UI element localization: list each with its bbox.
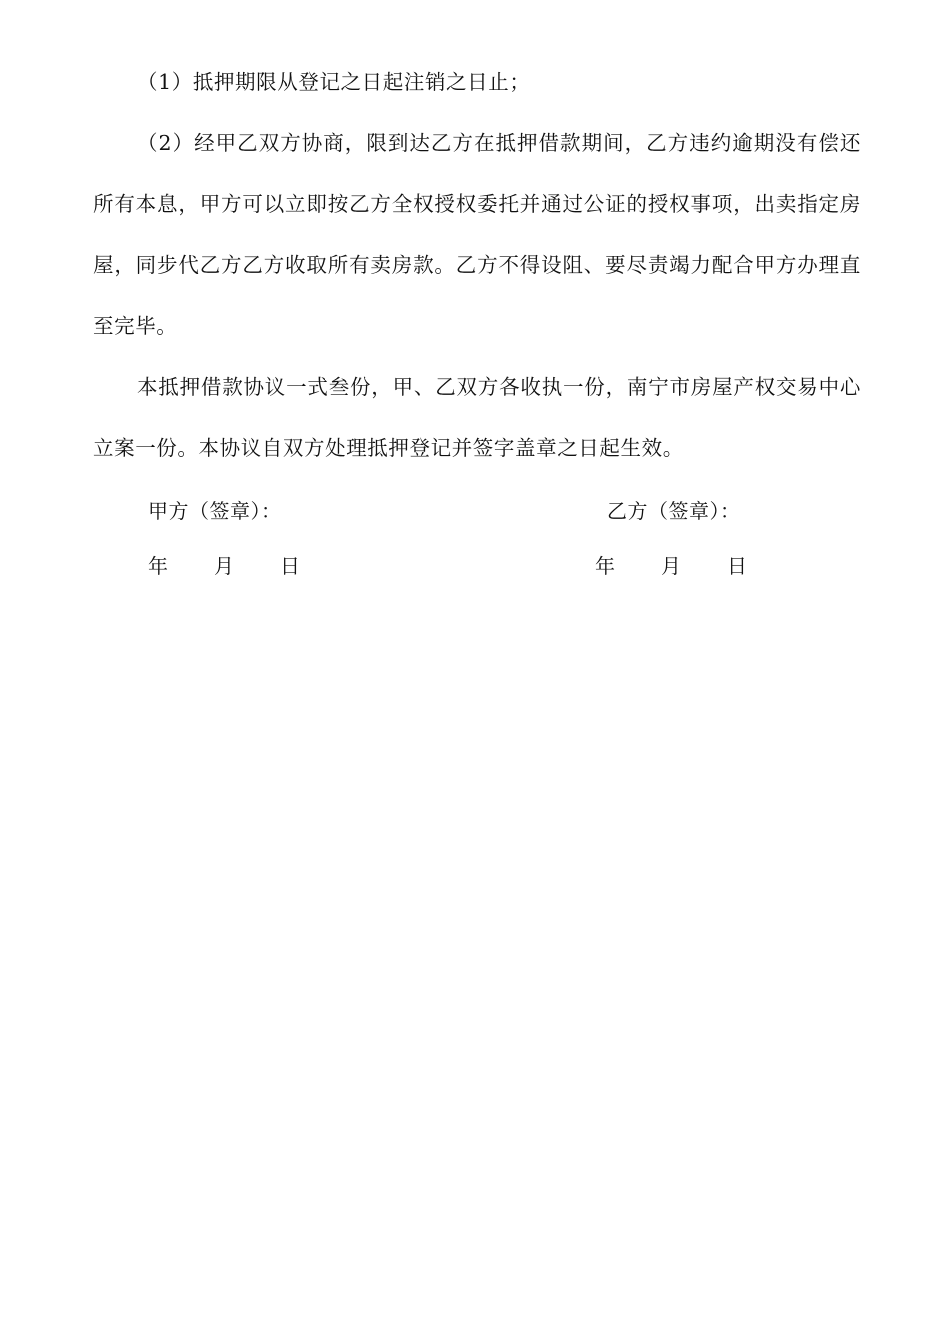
party-a-year-label: 年 — [148, 554, 168, 578]
party-b-month-label: 月 — [661, 554, 681, 578]
party-b-signature-label: 乙方（签章）： — [607, 499, 741, 523]
party-a-day-label: 日 — [280, 554, 300, 578]
party-b-day-label: 日 — [727, 554, 747, 578]
party-b-year-label: 年 — [595, 554, 615, 578]
party-a-month-label: 月 — [214, 554, 234, 578]
party-b-date-line — [595, 552, 747, 580]
party-a-signature-label: 甲方（签章）： — [148, 499, 282, 523]
effectiveness-clause: 本抵押借款协议一式叁份，甲、乙双方各收执一份，南宁市房屋产权交易中心立案一份。本协议自双方处理抵押登记并签字盖章之日起生效。 — [93, 375, 861, 460]
clause-1: （1）抵押期限从登记之日起注销之日止； — [137, 70, 531, 94]
party-a-date-line — [148, 552, 300, 580]
clause-2: （2）经甲乙双方协商，限到达乙方在抵押借款期间，乙方违约逾期没有偿还所有本息，甲方可以立即按乙方全权授权委托并通过公证的授权事项，出卖指定房屋，同步代乙方乙方收取所有卖房款。乙方不得设阻、要尽责竭力配合甲方办理直至完毕。 — [93, 131, 861, 338]
agreement-body — [93, 52, 861, 479]
